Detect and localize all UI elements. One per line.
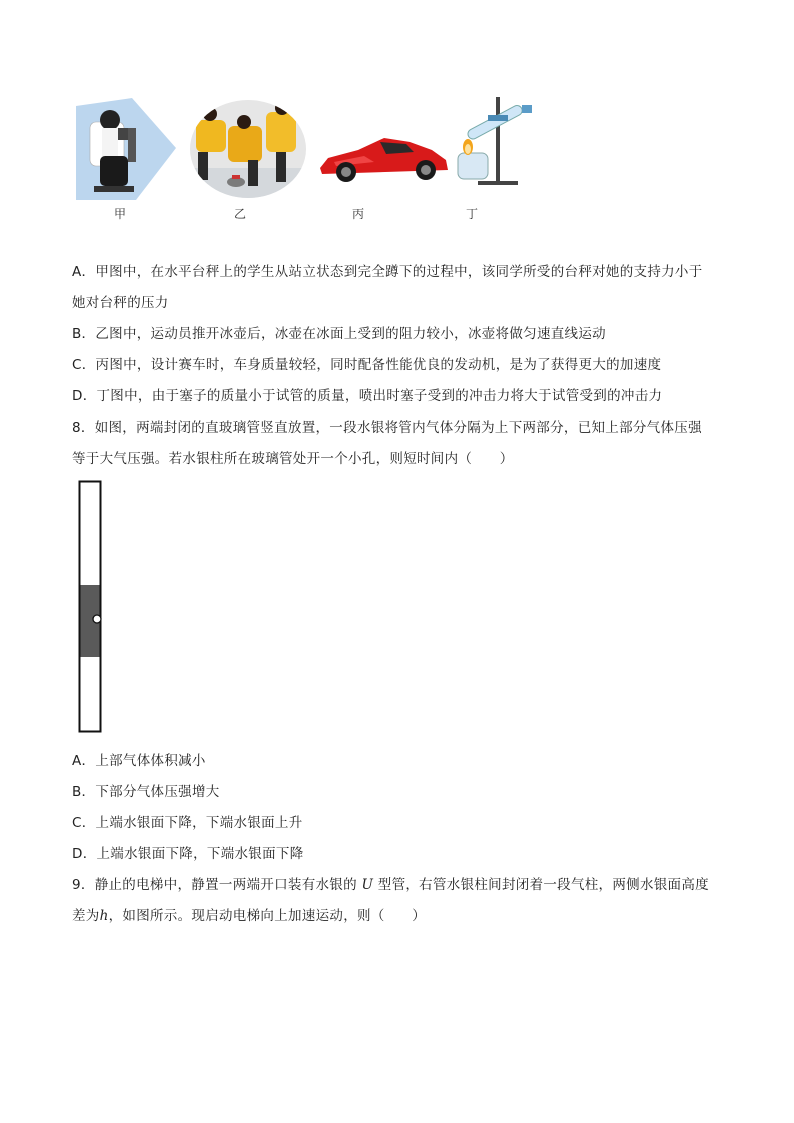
q9-stem-text-b: 型管，右管水银柱间封闭着一段气柱，两侧水银面高度: [373, 877, 709, 893]
figure-jia-student-on-scale: [76, 98, 178, 206]
caption-bing: 丙: [352, 207, 365, 221]
q8-stem-line1: 8．如图，两端封闭的直玻璃管竖直放置，一段水银将管内气体分隔为上下两部分，已知上部分气体压强: [72, 420, 702, 436]
q9-symbol-h: h: [99, 908, 109, 924]
q9-stem-text-d: ，如图所示。现启动电梯向上加速运动，则（ ）: [108, 908, 427, 924]
figure-yi-curling: [188, 98, 308, 200]
q7-option-d: D．丁图中，由于塞子的质量小于试管的质量，喷出时塞子受到的冲击力将大于试管受到的冲击力: [72, 388, 663, 404]
q9-stem-line2: [72, 904, 426, 924]
q8-option-d: D．上端水银面下降，下端水银面下降: [72, 846, 304, 862]
q7-option-b: B．乙图中，运动员推开冰壶后，冰壶在冰面上受到的阻力较小，冰壶将做匀速直线运动: [72, 326, 606, 342]
q9-stem-text-c: 差为: [72, 908, 100, 924]
q8-option-b: B．下部分气体压强增大: [72, 784, 220, 800]
caption-yi: 乙: [234, 207, 247, 221]
caption-jia: 甲: [114, 207, 127, 221]
q9-stem-text-a: 9．静止的电梯中，静置一两端开口装有水银的: [72, 877, 362, 893]
caption-ding: 丁: [466, 207, 479, 221]
q8-stem-line2: 等于大气压强。若水银柱所在玻璃管处开一个小孔，则短时间内（ ）: [72, 451, 514, 467]
q7-option-a: A．甲图中，在水平台秤上的学生从站立状态到完全蹲下的过程中，该同学所受的台秤对她的支持力小于: [72, 264, 703, 280]
q7-option-c: C．丙图中，设计赛车时，车身质量较轻，同时配备性能优良的发动机，是为了获得更大的加速度: [72, 357, 662, 373]
figure-q8-glass-tube: [78, 480, 104, 734]
q8-option-c: C．上端水银面下降，下端水银面上升: [72, 815, 303, 831]
q8-option-a: A．上部气体体积减小: [72, 753, 206, 769]
figure-ding-test-tube: [452, 95, 534, 189]
small-hole: [93, 615, 101, 623]
q9-symbol-u: U: [361, 877, 374, 893]
q9-stem-line1: [72, 873, 709, 893]
q7-option-a-cont: 她对台秤的压力: [72, 295, 169, 311]
figure-bing-race-car: [314, 132, 452, 186]
